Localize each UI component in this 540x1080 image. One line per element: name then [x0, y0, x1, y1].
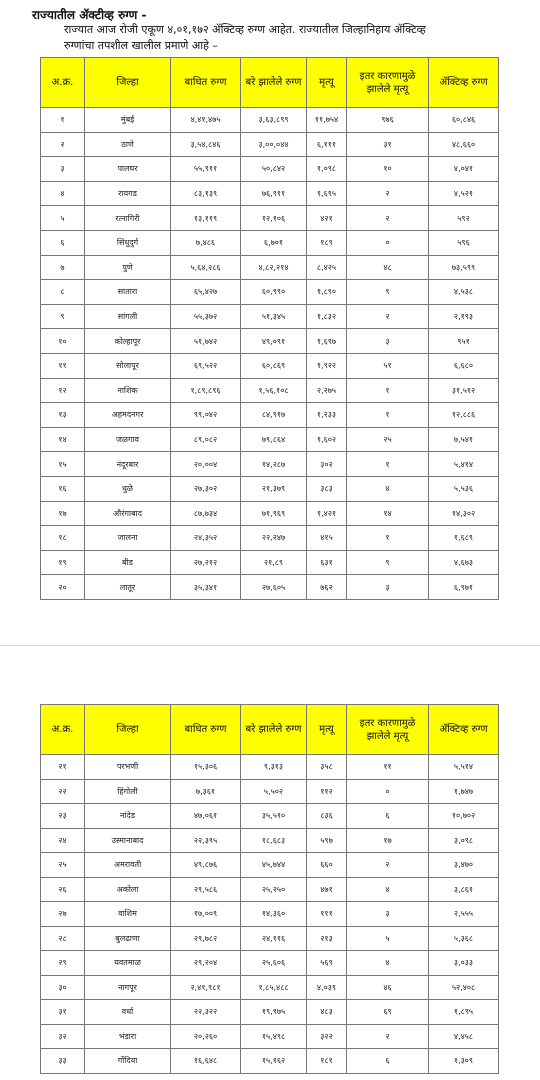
serial-number-cell: २८ [41, 926, 85, 951]
active-cases-table-1 [40, 57, 499, 600]
active-cases-cell: १,७४७ [429, 779, 499, 804]
serial-number-cell: ३१ [41, 1000, 85, 1025]
deaths-cell: ४१५ [307, 526, 347, 551]
district-cell: नागपूर [85, 975, 171, 1000]
recovered-cases-cell: १९,९७५ [241, 1000, 307, 1025]
table-row [41, 951, 499, 976]
other-cause-deaths-cell: २ [347, 181, 429, 206]
deaths-cell: ८३६ [307, 804, 347, 829]
serial-number-cell: १७ [41, 501, 85, 526]
serial-number-cell: ६ [41, 230, 85, 255]
affected-cases-header: बाधित रुग्ण [171, 58, 241, 108]
affected-cases-cell: १,८९,८९६ [171, 378, 241, 403]
serial-number-cell: २१ [41, 755, 85, 780]
recovered-cases-cell: ४५,७४४ [241, 853, 307, 878]
page-divider [0, 645, 540, 646]
district-cell: रायगड [85, 181, 171, 206]
recovered-cases-cell: ३,६३,८९९ [241, 108, 307, 133]
other-cause-deaths-cell: ४ [347, 877, 429, 902]
recovered-cases-cell: ३,००,०४४ [241, 132, 307, 157]
table-row [41, 427, 499, 452]
other-cause-deaths-cell: ४६ [347, 975, 429, 1000]
active-cases-cell: १,६८९ [429, 526, 499, 551]
serial-number-cell: ५ [41, 206, 85, 231]
district-cell: गोंदिया [85, 1049, 171, 1074]
recovered-cases-cell: ९,३१३ [241, 755, 307, 780]
active-cases-cell: १२,८८६ [429, 403, 499, 428]
deaths-cell: ४२१ [307, 206, 347, 231]
affected-cases-cell: ९९,०४२ [171, 403, 241, 428]
deaths-cell: ४,०३९ [307, 975, 347, 1000]
active-cases-cell: ५,५३६ [429, 476, 499, 501]
other-cause-deaths-cell: ४८ [347, 255, 429, 280]
other-cause-deaths-header: इतर कारणामुळे झालेले मृत्यू [347, 58, 429, 108]
serial-number-cell: १२ [41, 378, 85, 403]
deaths-cell: १,८९० [307, 280, 347, 305]
affected-cases-cell: २७,२१२ [171, 550, 241, 575]
serial-number-cell: २६ [41, 877, 85, 902]
district-cell: सोलापूर [85, 353, 171, 378]
deaths-cell: ११,७५४ [307, 108, 347, 133]
deaths-cell: ६३१ [307, 550, 347, 575]
serial-number-cell: १८ [41, 526, 85, 551]
deaths-cell: ६,१११ [307, 132, 347, 157]
active-cases-cell: ६,६८० [429, 353, 499, 378]
deaths-cell: ३०२ [307, 452, 347, 477]
recovered-cases-cell: १४,२८७ [241, 452, 307, 477]
deaths-cell: ४७१ [307, 877, 347, 902]
recovered-cases-cell: ७१,९६९ [241, 501, 307, 526]
table-row [41, 304, 499, 329]
active-cases-cell: १,३०९ [429, 1049, 499, 1074]
other-cause-deaths-cell: ९ [347, 550, 429, 575]
other-cause-deaths-cell: ६९ [347, 1000, 429, 1025]
recovered-cases-header: बरे झालेले रुग्ण [241, 705, 307, 755]
other-cause-deaths-cell: ३ [347, 575, 429, 600]
district-cell: रत्नागिरी [85, 206, 171, 231]
affected-cases-cell: ८७,७३४ [171, 501, 241, 526]
recovered-cases-cell: ६०,९९० [241, 280, 307, 305]
serial-number-header: अ.क्र. [41, 705, 85, 755]
active-cases-cell: ६,९७१ [429, 575, 499, 600]
deaths-cell: ३५८ [307, 755, 347, 780]
active-cases-cell: ४,४५८ [429, 1024, 499, 1049]
affected-cases-cell: २२,३९५ [171, 828, 241, 853]
intro-text-line-2: रुग्णांचा तपशील खालील प्रमाणे आहे – [64, 39, 218, 52]
active-cases-cell: ६०,८४६ [429, 108, 499, 133]
recovered-cases-cell: ४,८२,२१४ [241, 255, 307, 280]
table-row [41, 452, 499, 477]
other-cause-deaths-cell: २ [347, 853, 429, 878]
active-cases-cell: २,५५५ [429, 902, 499, 927]
serial-number-cell: १० [41, 329, 85, 354]
serial-number-cell: २३ [41, 804, 85, 829]
table-row [41, 476, 499, 501]
deaths-cell: १,६९७ [307, 329, 347, 354]
table-row [41, 181, 499, 206]
affected-cases-cell: ५५,९११ [171, 157, 241, 182]
deaths-cell: १,०९८ [307, 157, 347, 182]
district-header: जिल्हा [85, 58, 171, 108]
other-cause-deaths-cell: १० [347, 157, 429, 182]
district-cell: नाशिक [85, 378, 171, 403]
serial-number-cell: ८ [41, 280, 85, 305]
affected-cases-cell: ६९,५२२ [171, 353, 241, 378]
recovered-cases-header: बरे झालेले रुग्ण [241, 58, 307, 108]
recovered-cases-cell: ७६,९११ [241, 181, 307, 206]
affected-cases-cell: ७,३६१ [171, 779, 241, 804]
recovered-cases-cell: २१,३७९ [241, 476, 307, 501]
district-cell: नंदूरबार [85, 452, 171, 477]
serial-number-header: अ.क्र. [41, 58, 85, 108]
table-row [41, 902, 499, 927]
affected-cases-cell: २,४१,९८१ [171, 975, 241, 1000]
affected-cases-cell: ४७,०६१ [171, 804, 241, 829]
table-row [41, 501, 499, 526]
serial-number-cell: २५ [41, 853, 85, 878]
other-cause-deaths-cell: ६ [347, 804, 429, 829]
serial-number-cell: ३३ [41, 1049, 85, 1074]
active-cases-cell: ४,५२१ [429, 181, 499, 206]
active-cases-cell: ७,५४१ [429, 427, 499, 452]
district-cell: सिंधुदुर्ग [85, 230, 171, 255]
other-cause-deaths-cell: ३ [347, 329, 429, 354]
deaths-cell: ३२२ [307, 1024, 347, 1049]
other-cause-deaths-cell: ५१ [347, 353, 429, 378]
table-row [41, 157, 499, 182]
active-cases-cell: १४,३०२ [429, 501, 499, 526]
recovered-cases-cell: १५,१६२ [241, 1049, 307, 1074]
other-cause-deaths-cell: २ [347, 304, 429, 329]
serial-number-cell: १९ [41, 550, 85, 575]
deaths-cell: ६६० [307, 853, 347, 878]
deaths-cell: २१३ [307, 926, 347, 951]
deaths-header: मृत्यू [307, 58, 347, 108]
affected-cases-cell: २२,३२२ [171, 1000, 241, 1025]
serial-number-cell: २९ [41, 951, 85, 976]
affected-cases-cell: १५,३०६ [171, 755, 241, 780]
recovered-cases-cell: ५०,८४२ [241, 157, 307, 182]
table-row [41, 853, 499, 878]
deaths-cell: १८१ [307, 1049, 347, 1074]
affected-cases-cell: २०,००४ [171, 452, 241, 477]
deaths-cell: १,४२१ [307, 501, 347, 526]
district-cell: औरंगाबाद [85, 501, 171, 526]
recovered-cases-cell: ६,७०१ [241, 230, 307, 255]
serial-number-cell: १ [41, 108, 85, 133]
district-cell: अहमदनगर [85, 403, 171, 428]
affected-cases-cell: १३,११९ [171, 206, 241, 231]
deaths-cell: १,८३२ [307, 304, 347, 329]
table-row [41, 779, 499, 804]
deaths-cell: १,६०२ [307, 427, 347, 452]
serial-number-cell: १५ [41, 452, 85, 477]
district-cell: कोल्हापूर [85, 329, 171, 354]
other-cause-deaths-cell: ९७६ [347, 108, 429, 133]
recovered-cases-cell: ३५,५१० [241, 804, 307, 829]
district-cell: लातूर [85, 575, 171, 600]
other-cause-deaths-cell: ३ [347, 902, 429, 927]
other-cause-deaths-cell: ५ [347, 926, 429, 951]
deaths-cell: १८९ [307, 230, 347, 255]
recovered-cases-cell: २१,८९ [241, 550, 307, 575]
other-cause-deaths-cell: २ [347, 206, 429, 231]
other-cause-deaths-cell: ६ [347, 1049, 429, 1074]
deaths-cell: २,२७५ [307, 378, 347, 403]
recovered-cases-cell: १५,४९८ [241, 1024, 307, 1049]
serial-number-cell: ३२ [41, 1024, 85, 1049]
affected-cases-cell: २४,३५२ [171, 526, 241, 551]
serial-number-cell: १३ [41, 403, 85, 428]
serial-number-cell: ३० [41, 975, 85, 1000]
table-row [41, 877, 499, 902]
affected-cases-cell: ४९,८७६ [171, 853, 241, 878]
affected-cases-cell: ४,४१,४७५ [171, 108, 241, 133]
section-heading: राज्यातील ॲक्टीव्ह रुग्ण - [32, 8, 147, 22]
district-cell: ठाणे [85, 132, 171, 157]
district-cell: वाशिम [85, 902, 171, 927]
deaths-cell: ११२ [307, 779, 347, 804]
active-cases-table-2 [40, 704, 499, 1074]
serial-number-cell: २७ [41, 902, 85, 927]
district-cell: जळगाव [85, 427, 171, 452]
table-row [41, 828, 499, 853]
table-row [41, 378, 499, 403]
table-row [41, 403, 499, 428]
active-cases-header: ॲक्टिव्ह रुग्ण [429, 58, 499, 108]
table-row [41, 329, 499, 354]
recovered-cases-cell: १२,१०६ [241, 206, 307, 231]
affected-cases-cell: ७,४८६ [171, 230, 241, 255]
intro-text-line-1: राज्यात आज रोजी एकूण ४,०१,१७२ ॲक्टिव्ह रुग्ण आहेत. राज्यातील जिल्हानिहाय ॲक्टिव्ह [64, 23, 426, 36]
active-cases-header: ॲक्टिव्ह रुग्ण [429, 705, 499, 755]
deaths-cell: ७६२ [307, 575, 347, 600]
table-row [41, 526, 499, 551]
deaths-cell: ४८३ [307, 1000, 347, 1025]
district-cell: अमरावती [85, 853, 171, 878]
active-cases-cell: ७३,५९९ [429, 255, 499, 280]
active-cases-cell: ५,५१४ [429, 755, 499, 780]
other-cause-deaths-cell: ३१ [347, 132, 429, 157]
serial-number-cell: २० [41, 575, 85, 600]
recovered-cases-cell: २५,६०६ [241, 951, 307, 976]
recovered-cases-cell: १,५६,१०८ [241, 378, 307, 403]
recovered-cases-cell: ८४,९१७ [241, 403, 307, 428]
affected-cases-cell: ५५,३७२ [171, 304, 241, 329]
deaths-cell: १,६९५ [307, 181, 347, 206]
recovered-cases-cell: २४,११६ [241, 926, 307, 951]
recovered-cases-cell: १४,३६० [241, 902, 307, 927]
other-cause-deaths-cell: ० [347, 779, 429, 804]
serial-number-cell: ७ [41, 255, 85, 280]
serial-number-cell: २२ [41, 779, 85, 804]
affected-cases-header: बाधित रुग्ण [171, 705, 241, 755]
other-cause-deaths-cell: १७ [347, 828, 429, 853]
recovered-cases-cell: ७९,८६४ [241, 427, 307, 452]
other-cause-deaths-cell: १४ [347, 501, 429, 526]
deaths-cell: ३८३ [307, 476, 347, 501]
active-cases-cell: ३,०९८ [429, 828, 499, 853]
other-cause-deaths-cell: ४ [347, 951, 429, 976]
active-cases-cell: २,१९३ [429, 304, 499, 329]
recovered-cases-cell: १८,६८३ [241, 828, 307, 853]
district-cell: बुलढाणा [85, 926, 171, 951]
serial-number-cell: २४ [41, 828, 85, 853]
active-cases-cell: ३,०३३ [429, 951, 499, 976]
active-cases-cell: ५९२ [429, 206, 499, 231]
district-cell: यवतमाळ [85, 951, 171, 976]
recovered-cases-cell: ६०,८६९ [241, 353, 307, 378]
table-row [41, 353, 499, 378]
active-cases-cell: ५,३६८ [429, 926, 499, 951]
other-cause-deaths-cell: १ [347, 378, 429, 403]
table-row [41, 550, 499, 575]
serial-number-cell: २ [41, 132, 85, 157]
district-cell: जालना [85, 526, 171, 551]
other-cause-deaths-cell: ११ [347, 755, 429, 780]
table-row [41, 975, 499, 1000]
deaths-cell: १,९२२ [307, 353, 347, 378]
table-row [41, 804, 499, 829]
serial-number-cell: १६ [41, 476, 85, 501]
other-cause-deaths-header: इतर कारणामुळे झालेले मृत्यू [347, 705, 429, 755]
other-cause-deaths-cell: २ [347, 1024, 429, 1049]
affected-cases-cell: ५,६४,२८६ [171, 255, 241, 280]
table-row [41, 926, 499, 951]
deaths-cell: १,२३३ [307, 403, 347, 428]
table-row [41, 280, 499, 305]
active-cases-cell: ३,४७० [429, 853, 499, 878]
active-cases-cell: ५,४१४ [429, 452, 499, 477]
active-cases-cell: ४,०४१ [429, 157, 499, 182]
active-cases-cell: ९५१ [429, 329, 499, 354]
district-cell: हिंगोली [85, 779, 171, 804]
serial-number-cell: ११ [41, 353, 85, 378]
deaths-cell: ५९७ [307, 828, 347, 853]
active-cases-cell: १,८९५ [429, 1000, 499, 1025]
table-header-row [41, 705, 499, 755]
active-cases-cell: ४,५३८ [429, 280, 499, 305]
affected-cases-cell: ६५,४२७ [171, 280, 241, 305]
recovered-cases-cell: ५,५०२ [241, 779, 307, 804]
other-cause-deaths-cell: १ [347, 403, 429, 428]
active-cases-cell: १०,७०२ [429, 804, 499, 829]
serial-number-cell: ९ [41, 304, 85, 329]
affected-cases-cell: ३,५४,८४६ [171, 132, 241, 157]
table-header-row [41, 58, 499, 108]
district-cell: उस्मानाबाद [85, 828, 171, 853]
other-cause-deaths-cell: ४ [347, 476, 429, 501]
affected-cases-cell: १७,००९ [171, 902, 241, 927]
recovered-cases-cell: २२,२४७ [241, 526, 307, 551]
district-cell: नांदेड [85, 804, 171, 829]
district-cell: अकोला [85, 877, 171, 902]
other-cause-deaths-cell: ९ [347, 280, 429, 305]
active-cases-cell: ४८,६६० [429, 132, 499, 157]
table-row [41, 755, 499, 780]
serial-number-cell: १४ [41, 427, 85, 452]
serial-number-cell: ३ [41, 157, 85, 182]
recovered-cases-cell: २५,२५० [241, 877, 307, 902]
district-cell: भंडारा [85, 1024, 171, 1049]
table-row [41, 255, 499, 280]
district-cell: पुणे [85, 255, 171, 280]
serial-number-cell: ४ [41, 181, 85, 206]
district-cell: सातारा [85, 280, 171, 305]
affected-cases-cell: ३५,३४१ [171, 575, 241, 600]
district-header: जिल्हा [85, 705, 171, 755]
deaths-cell: ५६९ [307, 951, 347, 976]
table-row [41, 108, 499, 133]
active-cases-cell: ३१,५१२ [429, 378, 499, 403]
table-row [41, 1049, 499, 1074]
active-cases-cell: ३,८६१ [429, 877, 499, 902]
recovered-cases-cell: १,८५,४८८ [241, 975, 307, 1000]
affected-cases-cell: ५१,७४२ [171, 329, 241, 354]
other-cause-deaths-cell: ० [347, 230, 429, 255]
district-cell: पालघर [85, 157, 171, 182]
deaths-header: मृत्यू [307, 705, 347, 755]
affected-cases-cell: २०,२६० [171, 1024, 241, 1049]
district-cell: सांगली [85, 304, 171, 329]
table-row [41, 1024, 499, 1049]
table-row [41, 132, 499, 157]
deaths-cell: ८,४२५ [307, 255, 347, 280]
recovered-cases-cell: ४९,०९१ [241, 329, 307, 354]
affected-cases-cell: ८९,०८२ [171, 427, 241, 452]
table-row [41, 1000, 499, 1025]
table-row [41, 206, 499, 231]
district-cell: बीड [85, 550, 171, 575]
recovered-cases-cell: २७,६०५ [241, 575, 307, 600]
active-cases-cell: ५२,४०८ [429, 975, 499, 1000]
other-cause-deaths-cell: २५ [347, 427, 429, 452]
affected-cases-cell: २९,५८६ [171, 877, 241, 902]
district-cell: परभणी [85, 755, 171, 780]
deaths-cell: १११ [307, 902, 347, 927]
affected-cases-cell: २९,७८२ [171, 926, 241, 951]
affected-cases-cell: २९,२०४ [171, 951, 241, 976]
affected-cases-cell: २७,३०२ [171, 476, 241, 501]
district-cell: मुंबई [85, 108, 171, 133]
district-cell: धुळे [85, 476, 171, 501]
affected-cases-cell: ८३,१३९ [171, 181, 241, 206]
affected-cases-cell: १६,६४८ [171, 1049, 241, 1074]
recovered-cases-cell: ५१,३४५ [241, 304, 307, 329]
other-cause-deaths-cell: १ [347, 452, 429, 477]
table-row [41, 575, 499, 600]
other-cause-deaths-cell: १ [347, 526, 429, 551]
table-row [41, 230, 499, 255]
district-cell: वर्धा [85, 1000, 171, 1025]
active-cases-cell: ४,६७३ [429, 550, 499, 575]
active-cases-cell: ५९६ [429, 230, 499, 255]
